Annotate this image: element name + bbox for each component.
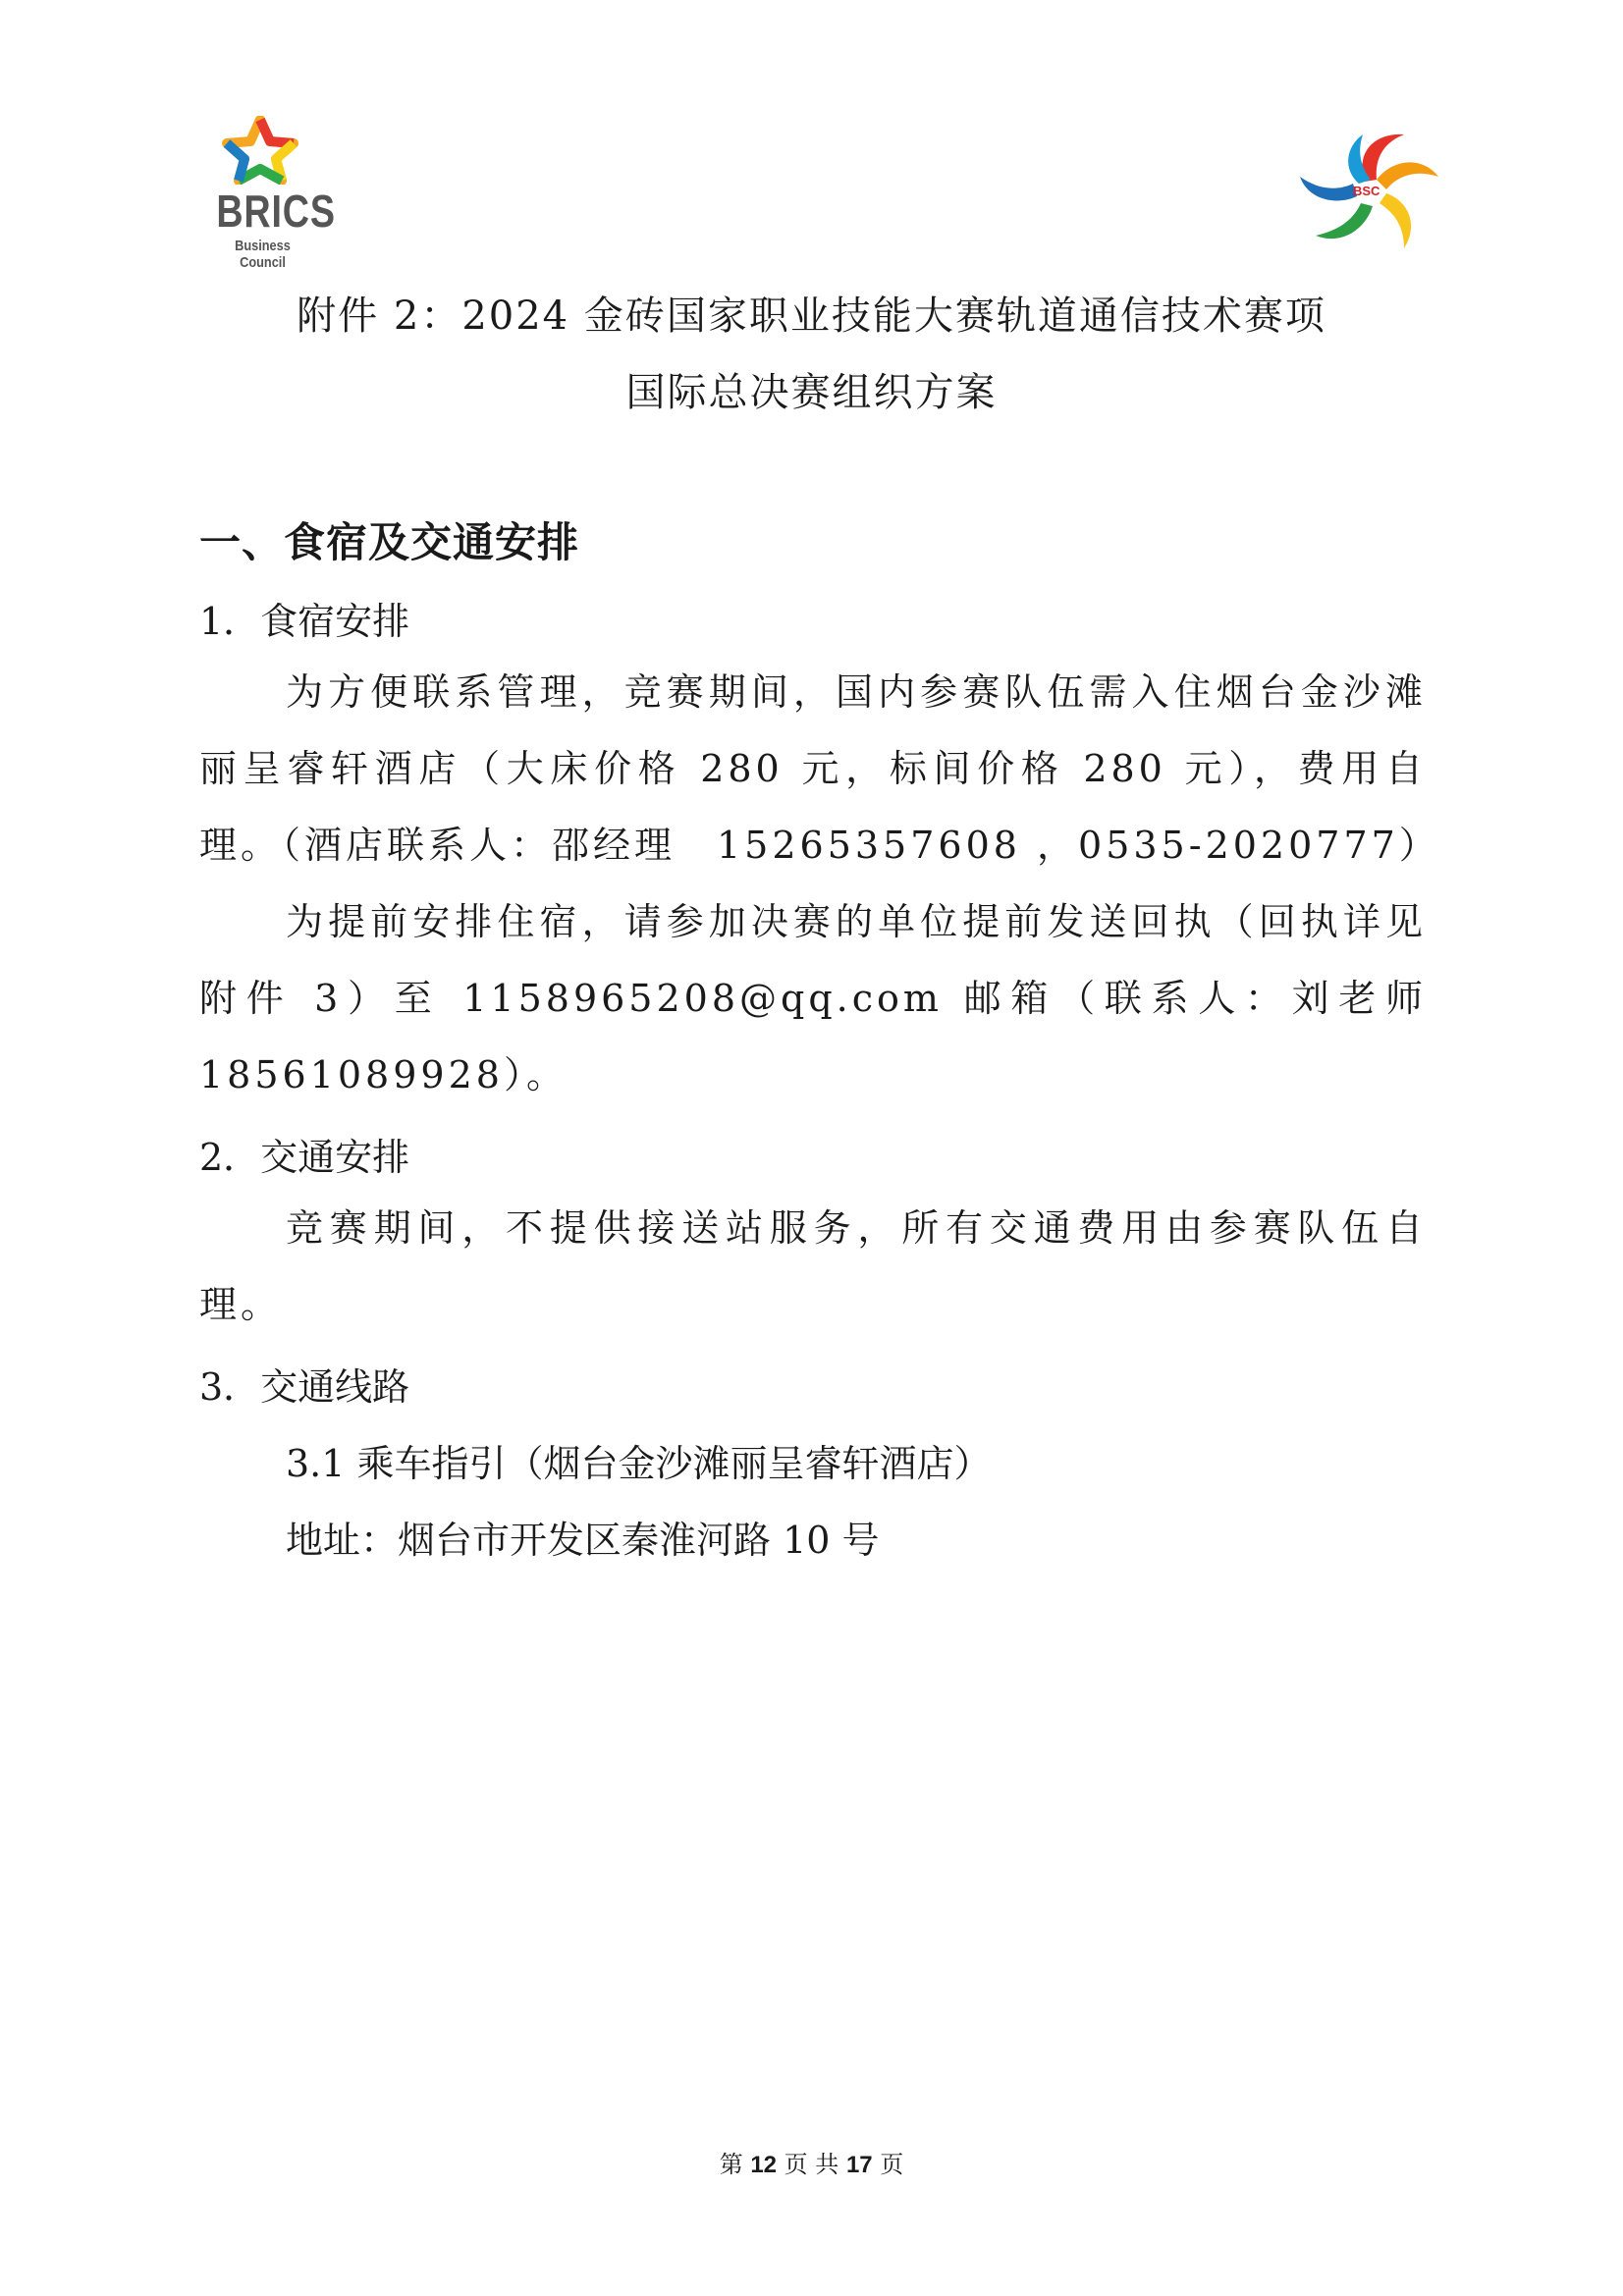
brics-logo <box>196 116 336 271</box>
document-title-line1: 附件 2：2024 金砖国家职业技能大赛轨道通信技术赛项 <box>297 294 1326 339</box>
route-guide-item: 3.1 乘车指引（烟台金沙滩丽呈睿轩酒店） <box>286 1442 992 1485</box>
current-page-number: 12 <box>750 2152 778 2178</box>
total-page-number: 17 <box>845 2152 873 2178</box>
subsection-2-label: 2．交通安排 <box>199 1136 410 1179</box>
page-footer <box>0 2145 1623 2179</box>
footer-prefix: 第 <box>719 2151 743 2178</box>
bsc-badge: BSC <box>1353 184 1380 198</box>
reservation-paragraph: 为提前安排住宿，请参加决赛的单位提前发送回执（回执详见附件 3）至 1158965208@qq.com 邮箱（联系人：刘老师18561089928）。 <box>199 900 1427 1096</box>
brics-wordmark: BRICS <box>216 186 336 237</box>
bsc-logo <box>1296 123 1443 255</box>
accommodation-paragraph: 为方便联系管理，竞赛期间，国内参赛队伍需入住烟台金沙滩丽呈睿轩酒店（大床价格 280 元，标间价格 280 元），费用自理。（酒店联系人：邵经理 15265357608 ，0535-2020777） <box>199 670 1440 867</box>
subsection-1-label: 1．食宿安排 <box>199 600 410 643</box>
document-title-line2: 国际总决赛组织方案 <box>625 370 998 415</box>
footer-middle: 页 共 <box>784 2151 839 2178</box>
star-logo-icon <box>221 116 299 185</box>
footer-suffix: 页 <box>880 2151 904 2178</box>
brics-subtitle: Business Council <box>235 238 291 271</box>
transport-paragraph: 竞赛期间，不提供接送站服务，所有交通费用由参赛队伍自理。 <box>199 1206 1427 1326</box>
hotel-address: 地址：烟台市开发区秦淮河路 10 号 <box>286 1519 880 1562</box>
subsection-3-label: 3．交通线路 <box>199 1365 410 1409</box>
section-heading: 一、食宿及交通安排 <box>199 518 580 566</box>
